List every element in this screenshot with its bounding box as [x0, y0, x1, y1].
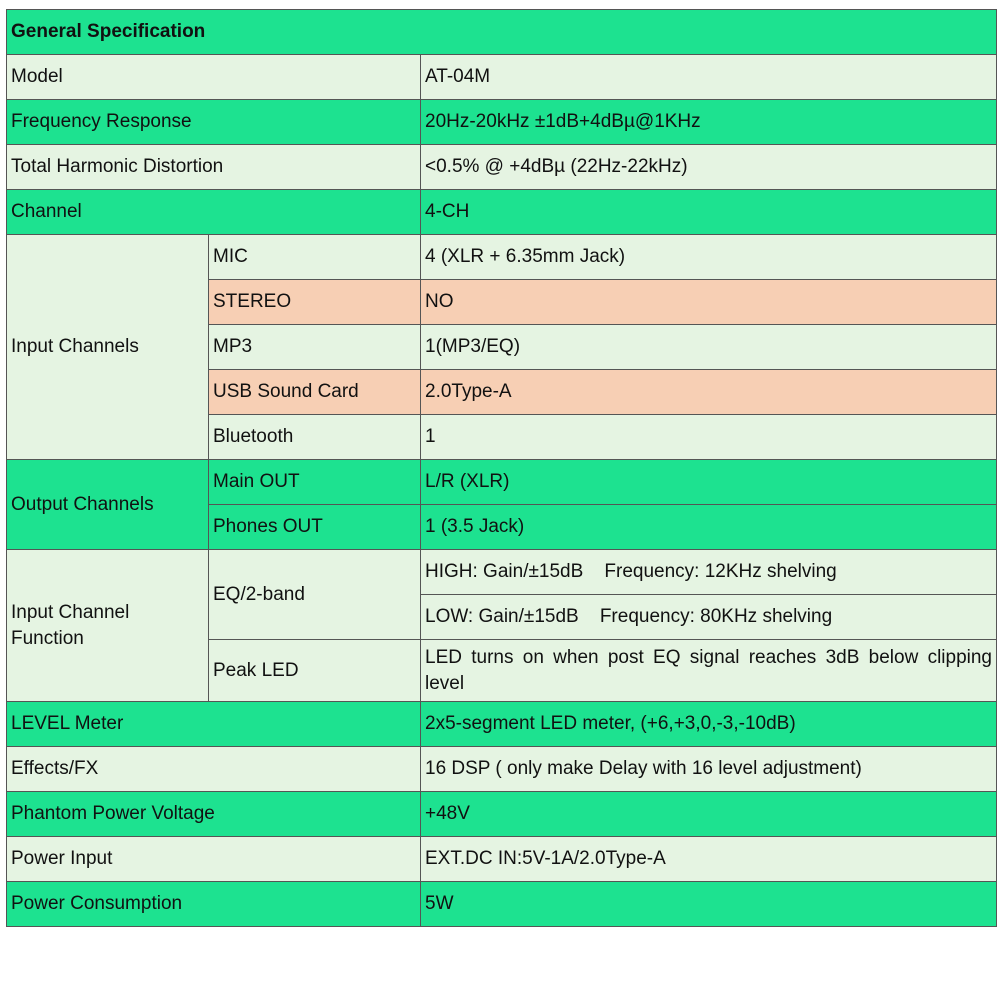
table-row-frequency-response	[7, 100, 997, 145]
table-row-power-input	[7, 837, 997, 882]
row-value: 4 (XLR + 6.35mm Jack)	[421, 235, 997, 280]
row-value: 4-CH	[421, 190, 997, 235]
row-sublabel-peak-led: Peak LED	[209, 640, 421, 702]
row-sublabel: STEREO	[209, 280, 421, 325]
row-label: LEVEL Meter	[7, 702, 421, 747]
row-value: 1 (3.5 Jack)	[421, 505, 997, 550]
table-row-phantom-power	[7, 792, 997, 837]
row-value: NO	[421, 280, 997, 325]
table-row-power-consumption	[7, 882, 997, 927]
row-label: Total Harmonic Distortion	[7, 145, 421, 190]
table-row-channel	[7, 190, 997, 235]
row-label: Model	[7, 55, 421, 100]
row-sublabel-eq: EQ/2-band	[209, 550, 421, 640]
row-value: EXT.DC IN:5V-1A/2.0Type-A	[421, 837, 997, 882]
row-sublabel: MIC	[209, 235, 421, 280]
table-title-row	[7, 10, 997, 55]
row-sublabel: MP3	[209, 325, 421, 370]
group-label-line2: Function	[11, 627, 84, 649]
row-value-eq-low: LOW: Gain/±15dB Frequency: 80KHz shelving	[421, 595, 997, 640]
table-row-output-main	[7, 460, 997, 505]
table-row-level-meter	[7, 702, 997, 747]
table-row-eq-high	[7, 550, 997, 595]
row-label: Phantom Power Voltage	[7, 792, 421, 837]
row-sublabel: USB Sound Card	[209, 370, 421, 415]
table-row-model	[7, 55, 997, 100]
row-value: 1(MP3/EQ)	[421, 325, 997, 370]
row-value: 16 DSP ( only make Delay with 16 level adjustment)	[421, 747, 997, 792]
row-value: 5W	[421, 882, 997, 927]
group-label-line1: Input Channel	[11, 601, 130, 623]
row-label: Power Input	[7, 837, 421, 882]
row-value: 2x5-segment LED meter, (+6,+3,0,-3,-10dB)	[421, 702, 997, 747]
row-label: Channel	[7, 190, 421, 235]
table-row-input-mic	[7, 235, 997, 280]
row-sublabel: Phones OUT	[209, 505, 421, 550]
row-label: Frequency Response	[7, 100, 421, 145]
row-value: AT-04M	[421, 55, 997, 100]
row-value: L/R (XLR)	[421, 460, 997, 505]
specification-table	[6, 9, 997, 927]
table-row-thd	[7, 145, 997, 190]
row-value-peak-led: LED turns on when post EQ signal reaches 3dB below clipping level	[421, 640, 997, 702]
table-title: General Specification	[7, 10, 997, 55]
table-row-effects	[7, 747, 997, 792]
row-value: 1	[421, 415, 997, 460]
row-sublabel: Bluetooth	[209, 415, 421, 460]
row-sublabel: Main OUT	[209, 460, 421, 505]
group-label-input-channels: Input Channels	[7, 235, 209, 460]
group-label-input-channel-function	[7, 550, 209, 702]
row-value: 20Hz-20kHz ±1dB+4dBµ@1KHz	[421, 100, 997, 145]
row-value-eq-high: HIGH: Gain/±15dB Frequency: 12KHz shelving	[421, 550, 997, 595]
row-value: <0.5% @ +4dBµ (22Hz-22kHz)	[421, 145, 997, 190]
group-label-output-channels: Output Channels	[7, 460, 209, 550]
row-label: Effects/FX	[7, 747, 421, 792]
row-value: +48V	[421, 792, 997, 837]
row-value: 2.0Type-A	[421, 370, 997, 415]
row-label: Power Consumption	[7, 882, 421, 927]
